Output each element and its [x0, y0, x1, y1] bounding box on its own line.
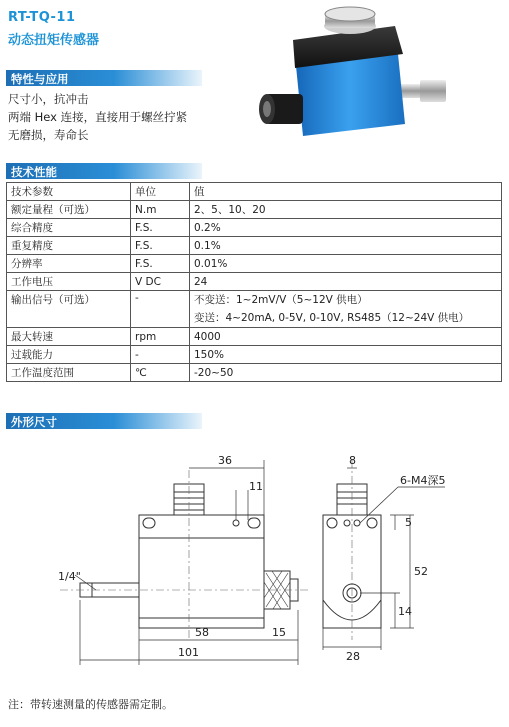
dim-58: 58	[195, 626, 209, 639]
table-cell: 技术参数	[7, 183, 131, 201]
table-row	[7, 219, 502, 237]
table-cell: 值	[190, 183, 502, 201]
output-signal-passive: 不变送：1~2mV/V（5~12V 供电）	[194, 294, 368, 306]
product-name: 动态扭矩传感器	[8, 33, 100, 48]
table-cell: 0.2%	[190, 219, 502, 237]
table-cell: 0.01%	[190, 255, 502, 273]
dim-11: 11	[249, 480, 263, 493]
features-heading: 特性与应用	[11, 72, 69, 86]
table-cell: rpm	[131, 328, 190, 346]
table-cell: F.S.	[131, 237, 190, 255]
table-cell	[190, 291, 502, 328]
dim-36: 36	[218, 454, 232, 467]
table-row	[7, 346, 502, 364]
dimensions-heading: 外形尺寸	[11, 415, 57, 429]
table-cell: -	[131, 291, 190, 328]
dimension-drawing	[0, 440, 509, 670]
spec-table	[6, 182, 502, 382]
table-cell: 0.1%	[190, 237, 502, 255]
table-cell: -20~50	[190, 364, 502, 382]
table-cell: 2、5、10、20	[190, 201, 502, 219]
table-cell: 工作电压	[7, 273, 131, 291]
feature-item: 尺寸小，抗冲击	[8, 92, 89, 106]
product-photo	[255, 6, 480, 146]
features-heading-band	[6, 70, 202, 86]
specs-heading-band	[6, 163, 202, 179]
table-cell: -	[131, 346, 190, 364]
feature-item: 无磨损，寿命长	[8, 128, 89, 142]
dim-28: 28	[346, 650, 360, 663]
output-signal-transmitter: 变送：4~20mA, 0-5V, 0-10V, RS485（12~24V 供电）	[194, 312, 470, 324]
table-cell: 150%	[190, 346, 502, 364]
dimensions-heading-band	[6, 413, 202, 429]
feature-item: 两端 Hex 连接，直接用于螺丝拧紧	[8, 110, 188, 124]
table-row	[7, 273, 502, 291]
table-row	[7, 237, 502, 255]
table-row	[7, 291, 502, 328]
model-number: RT-TQ-11	[8, 10, 76, 25]
table-cell: 额定量程（可选）	[7, 201, 131, 219]
dim-52: 52	[414, 565, 428, 578]
dim-hex: 1/4"	[58, 570, 81, 583]
table-cell: F.S.	[131, 255, 190, 273]
dim-thread: 6-M4深5	[400, 474, 446, 487]
table-cell: N.m	[131, 201, 190, 219]
table-cell: 24	[190, 273, 502, 291]
table-cell: 工作温度范围	[7, 364, 131, 382]
dim-14: 14	[398, 605, 412, 618]
table-cell: 过载能力	[7, 346, 131, 364]
dim-15: 15	[272, 626, 286, 639]
table-row	[7, 183, 502, 201]
footnote: 注：带转速测量的传感器需定制。	[8, 698, 173, 711]
table-cell: 分辨率	[7, 255, 131, 273]
specs-heading: 技术性能	[11, 165, 57, 179]
table-cell: 综合精度	[7, 219, 131, 237]
dim-101: 101	[178, 646, 199, 659]
table-cell: 重复精度	[7, 237, 131, 255]
table-row	[7, 201, 502, 219]
table-cell: 最大转速	[7, 328, 131, 346]
table-row	[7, 328, 502, 346]
dim-5: 5	[405, 516, 412, 529]
table-row	[7, 364, 502, 382]
table-cell: ℃	[131, 364, 190, 382]
table-cell: 4000	[190, 328, 502, 346]
table-cell: V DC	[131, 273, 190, 291]
table-cell: 输出信号（可选）	[7, 291, 131, 328]
dim-8: 8	[349, 454, 356, 467]
table-row	[7, 255, 502, 273]
table-cell: 单位	[131, 183, 190, 201]
table-cell: F.S.	[131, 219, 190, 237]
